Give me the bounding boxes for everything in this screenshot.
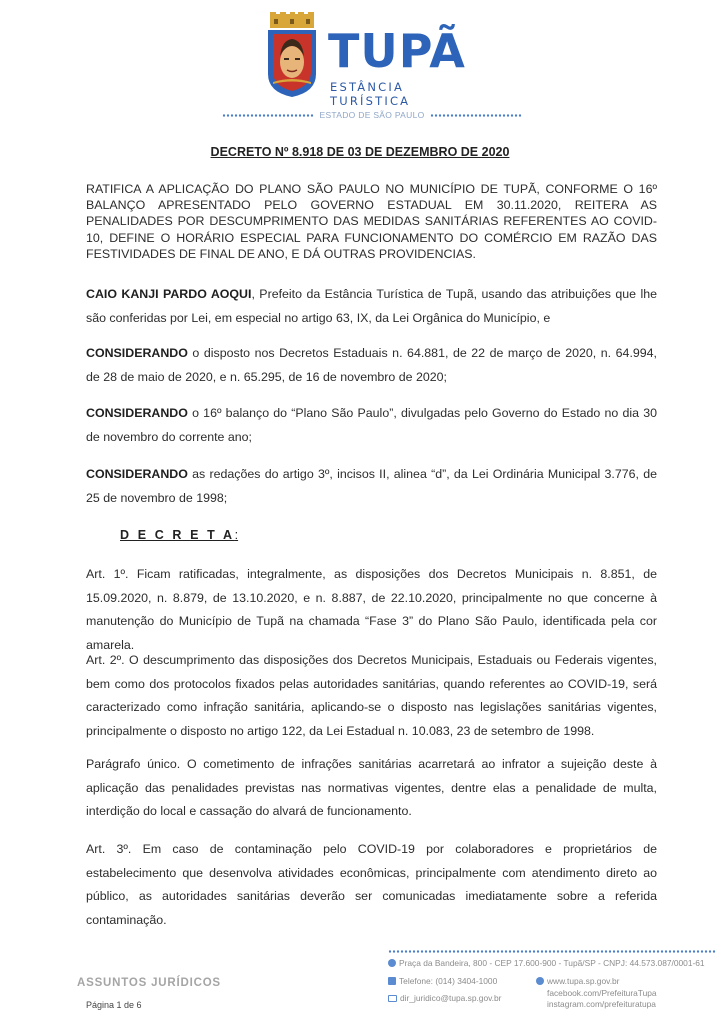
decreta-colon: :: [234, 528, 239, 542]
footer-instagram[interactable]: instagram.com/prefeituratupa: [547, 999, 656, 1009]
state-divider: [222, 108, 522, 122]
footer-website[interactable]: [536, 976, 619, 986]
coat-of-arms-icon: [264, 12, 320, 98]
phone-text: Telefone: (014) 3404-1000: [399, 976, 498, 986]
brand-tagline: ESTÂNCIA TURÍSTICA: [330, 80, 411, 108]
article-2: Art. 2º. O descumprimento das disposições dos Decretos Municipais, Estaduais ou Federais vigentes, bem como dos protocolos fixados pelas autoridades sanitárias, quando referentes ao COVID-19, será caracterizado como infração sanitária, aplicando-se o disposto nas legislações sanitárias vigentes, principalmente o disposto no artigo 122, da Lei Estadual n. 10.083, 23 de setembro de 1998.: [86, 653, 657, 738]
globe-icon: [536, 977, 544, 985]
dotted-rule: [222, 114, 314, 117]
footer-phone: [388, 976, 497, 986]
phone-icon: [388, 977, 396, 985]
brand-name: TUPÃ: [328, 24, 466, 78]
page-number: Página 1 de 6: [86, 1000, 142, 1010]
state-name: ESTADO DE SÃO PAULO: [319, 110, 425, 120]
footer-dotted-rule: [388, 950, 716, 953]
footer-email[interactable]: [388, 993, 501, 1003]
website-text[interactable]: www.tupa.sp.gov.br: [547, 976, 620, 986]
location-pin-icon: [388, 959, 396, 967]
city-logo: [264, 12, 484, 108]
mayor-name: CAIO KANJI PARDO AOQUI: [86, 287, 252, 301]
envelope-icon: [388, 995, 397, 1002]
considerando-label: CONSIDERANDO: [86, 346, 188, 360]
considerando-text: o disposto nos Decretos Estaduais n. 64.881, de 22 de março de 2020, n. 64.994, de 28 de maio de 2020, e n. 65.295, de 16 de novembro de 2020;: [86, 346, 657, 384]
considerando-1: [86, 342, 657, 389]
considerando-label: CONSIDERANDO: [86, 406, 188, 420]
department-name: ASSUNTOS JURÍDICOS: [77, 977, 221, 989]
email-text[interactable]: dir_juridico@tupa.sp.gov.br: [400, 993, 502, 1003]
considerando-3: [86, 463, 657, 510]
dotted-rule: [430, 114, 522, 117]
article-1: Art. 1º. Ficam ratificadas, integralmente, as disposições dos Decretos Municipais n. 8.851, de 15.09.2020, n. 8.879, de 13.10.2020, e n. 8.887, de 22.10.2020, principalmente no que concerne à manutenção do Município de Tupã na chamada “Fase 3” do Plano São Paulo, identificada pela cor amarela.: [86, 567, 657, 652]
considerando-label: CONSIDERANDO: [86, 467, 188, 481]
address-text: Praça da Bandeira, 800 - CEP 17.600-900 - Tupã/SP - CNPJ: 44.573.087/0001-61: [399, 958, 705, 968]
considerando-text: as redações do artigo 3º, incisos II, alinea “d”, da Lei Ordinária Municipal 3.776, de 25 de novembro de 1998;: [86, 467, 657, 505]
considerando-text: o 16º balanço do “Plano São Paulo”, divulgadas pelo Governo do Estado no dia 30 de novembro do corrente ano;: [86, 406, 657, 444]
decree-summary: RATIFICA A APLICAÇÃO DO PLANO SÃO PAULO NO MUNICÍPIO DE TUPÃ, CONFORME O 16º BALANÇO APRESENTADO PELO GOVERNO ESTADUAL EM 30.11.2020, REITERA AS PENALIDADES POR DESCUMPRIMENTO DAS MEDIDAS SANITÁRIAS REFERENTES AO COVID-10, DEFINE O HORÁRIO ESPECIAL PARA FUNCIONAMENTO DO COMÉRCIO EM RAZÃO DAS FESTIVIDADES DE FINAL DE ANO, E DÁ OUTRAS PROVIDENCIAS.: [86, 182, 657, 261]
article-3: Art. 3º. Em caso de contaminação pelo COVID-19 por colaboradores e proprietários de estabelecimento que desenvolva atividades econômicas, principalmente com atendimento direto ao público, as autoridades sanitárias deverão ser comunicadas imediatamente sobre a referida contaminação.: [86, 842, 657, 927]
preamble: [86, 283, 657, 330]
footer-address: [388, 958, 705, 968]
decree-title: DECRETO Nº 8.918 DE 03 DE DEZEMBRO DE 2020: [210, 145, 510, 159]
article-2-paragraph: Parágrafo único. O cometimento de infrações sanitárias acarretará ao infrator a sujeição deste à aplicação das penalidades previstas nas normativas vigentes, dentre elas a penalidade de multa, interdição do local e cassação do alvará de funcionamento.: [86, 757, 657, 818]
footer-facebook[interactable]: facebook.com/PrefeituraTupa: [547, 988, 657, 998]
preamble-text: , Prefeito da Estância Turística de Tupã, usando das atribuições que lhe são conferidas por Lei, em especial no artigo 63, IX, da Lei Orgânica do Município, e: [86, 287, 657, 325]
decreta-word: D E C R E T A: [120, 528, 235, 542]
decreta-heading: [120, 528, 238, 542]
considerando-2: [86, 402, 657, 449]
